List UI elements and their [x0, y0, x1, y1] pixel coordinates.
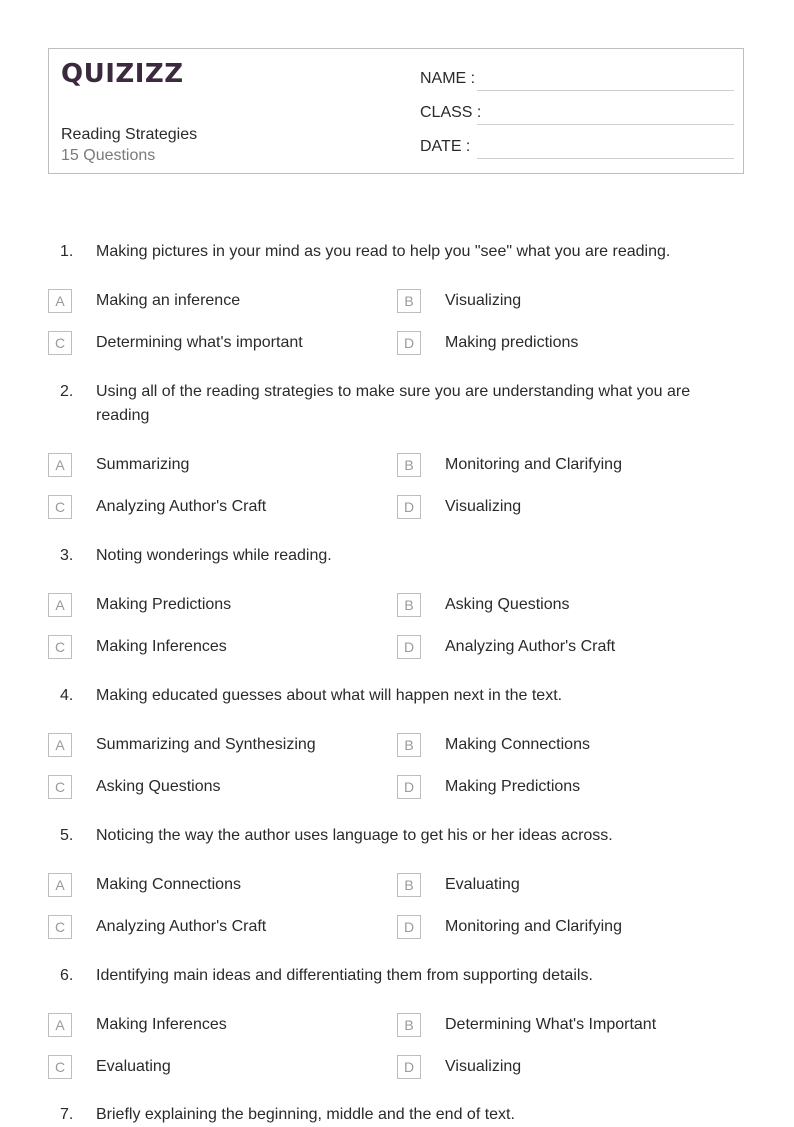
option-letter-box[interactable]: C	[48, 915, 72, 939]
option-text: Making an inference	[96, 292, 241, 309]
option-letter-box[interactable]: A	[48, 289, 72, 313]
q3-option-c[interactable]	[48, 635, 368, 659]
question-number: 4.	[60, 687, 74, 704]
q3-option-b[interactable]	[397, 593, 717, 617]
option-letter-box[interactable]: B	[397, 593, 421, 617]
option-text: Visualizing	[445, 498, 522, 515]
q6-option-c[interactable]	[48, 1055, 368, 1079]
worksheet-header	[48, 48, 744, 174]
q2-option-a[interactable]	[48, 453, 368, 477]
option-text: Determining what's important	[96, 334, 303, 351]
q3-option-a[interactable]	[48, 593, 368, 617]
option-letter-box[interactable]: C	[48, 775, 72, 799]
q6-option-a[interactable]	[48, 1013, 368, 1037]
option-text: Making Inferences	[96, 638, 227, 655]
question-text: Making pictures in your mind as you read to help you "see" what you are reading.	[96, 243, 671, 260]
q5-option-d[interactable]	[397, 915, 717, 939]
option-letter-box[interactable]: D	[397, 775, 421, 799]
option-letter-box[interactable]: B	[397, 1013, 421, 1037]
option-letter-box[interactable]: D	[397, 635, 421, 659]
question-text: Identifying main ideas and differentiating them from supporting details.	[96, 967, 593, 984]
question-number: 7.	[60, 1106, 74, 1123]
name-line[interactable]	[477, 90, 734, 91]
q1-option-b[interactable]	[397, 289, 717, 313]
option-letter-box[interactable]: A	[48, 733, 72, 757]
option-letter-box[interactable]: B	[397, 289, 421, 313]
q4-option-a[interactable]	[48, 733, 368, 757]
class-label: CLASS :	[420, 104, 482, 121]
name-label: NAME :	[420, 70, 476, 87]
option-text: Determining What's Important	[445, 1016, 657, 1033]
option-text: Visualizing	[445, 292, 522, 309]
option-text: Visualizing	[445, 1058, 522, 1075]
option-text: Asking Questions	[445, 596, 570, 613]
option-letter-box[interactable]: C	[48, 1055, 72, 1079]
q1-option-a[interactable]	[48, 289, 368, 313]
q4-option-c[interactable]	[48, 775, 368, 799]
class-line[interactable]	[477, 124, 734, 125]
option-text: Analyzing Author's Craft	[96, 918, 267, 935]
q5-option-b[interactable]	[397, 873, 717, 897]
question-text: Briefly explaining the beginning, middle and the end of text.	[96, 1106, 515, 1123]
option-letter-box[interactable]: D	[397, 495, 421, 519]
q2-option-c[interactable]	[48, 495, 368, 519]
q2-option-b[interactable]	[397, 453, 717, 477]
question-number: 6.	[60, 967, 74, 984]
question-count: 15 Questions	[61, 147, 156, 164]
option-letter-box[interactable]: C	[48, 331, 72, 355]
q2-option-d[interactable]	[397, 495, 717, 519]
date-label: DATE :	[420, 138, 471, 155]
option-letter-box[interactable]: A	[48, 593, 72, 617]
option-letter-box[interactable]: C	[48, 495, 72, 519]
option-text: Monitoring and Clarifying	[445, 918, 622, 935]
option-text: Analyzing Author's Craft	[96, 498, 267, 515]
option-letter-box[interactable]: D	[397, 1055, 421, 1079]
question-text: Making educated guesses about what will happen next in the text.	[96, 687, 563, 704]
q6-option-d[interactable]	[397, 1055, 717, 1079]
option-text: Making Connections	[96, 876, 241, 893]
option-letter-box[interactable]: D	[397, 331, 421, 355]
option-text: Analyzing Author's Craft	[445, 638, 616, 655]
option-text: Making Predictions	[445, 778, 581, 795]
q5-option-a[interactable]	[48, 873, 368, 897]
name-field[interactable]	[420, 67, 734, 91]
q6-option-b[interactable]	[397, 1013, 717, 1037]
option-text: Evaluating	[96, 1058, 171, 1075]
option-letter-box[interactable]: A	[48, 873, 72, 897]
option-letter-box[interactable]: B	[397, 453, 421, 477]
date-field[interactable]	[420, 135, 734, 159]
option-letter-box[interactable]: C	[48, 635, 72, 659]
option-text: Asking Questions	[96, 778, 221, 795]
date-line[interactable]	[477, 158, 734, 159]
option-letter-box[interactable]: B	[397, 733, 421, 757]
class-field[interactable]	[420, 101, 734, 125]
option-text: Making Inferences	[96, 1016, 227, 1033]
q4-option-d[interactable]	[397, 775, 717, 799]
q1-option-c[interactable]	[48, 331, 368, 355]
question-text: Noting wonderings while reading.	[96, 547, 332, 564]
option-text: Summarizing and Synthesizing	[96, 736, 316, 753]
option-text: Evaluating	[445, 876, 520, 893]
question-number: 2.	[60, 383, 74, 400]
quizizz-logo: QUIZIZZ	[61, 59, 184, 89]
option-text: Making Connections	[445, 736, 590, 753]
q3-option-d[interactable]	[397, 635, 717, 659]
option-text: Summarizing	[96, 456, 190, 473]
question-text: Noticing the way the author uses language to get his or her ideas across.	[96, 827, 613, 844]
q1-option-d[interactable]	[397, 331, 717, 355]
option-text: Monitoring and Clarifying	[445, 456, 622, 473]
question-number: 1.	[60, 243, 74, 260]
worksheet-title: Reading Strategies	[61, 126, 198, 143]
question-number: 3.	[60, 547, 74, 564]
option-letter-box[interactable]: D	[397, 915, 421, 939]
question-text: Using all of the reading strategies to make sure you are understanding what you are reading	[96, 383, 691, 424]
option-text: Making predictions	[445, 334, 579, 351]
option-letter-box[interactable]: A	[48, 453, 72, 477]
q5-option-c[interactable]	[48, 915, 368, 939]
option-letter-box[interactable]: B	[397, 873, 421, 897]
question-number: 5.	[60, 827, 74, 844]
q4-option-b[interactable]	[397, 733, 717, 757]
option-text: Making Predictions	[96, 596, 232, 613]
option-letter-box[interactable]: A	[48, 1013, 72, 1037]
